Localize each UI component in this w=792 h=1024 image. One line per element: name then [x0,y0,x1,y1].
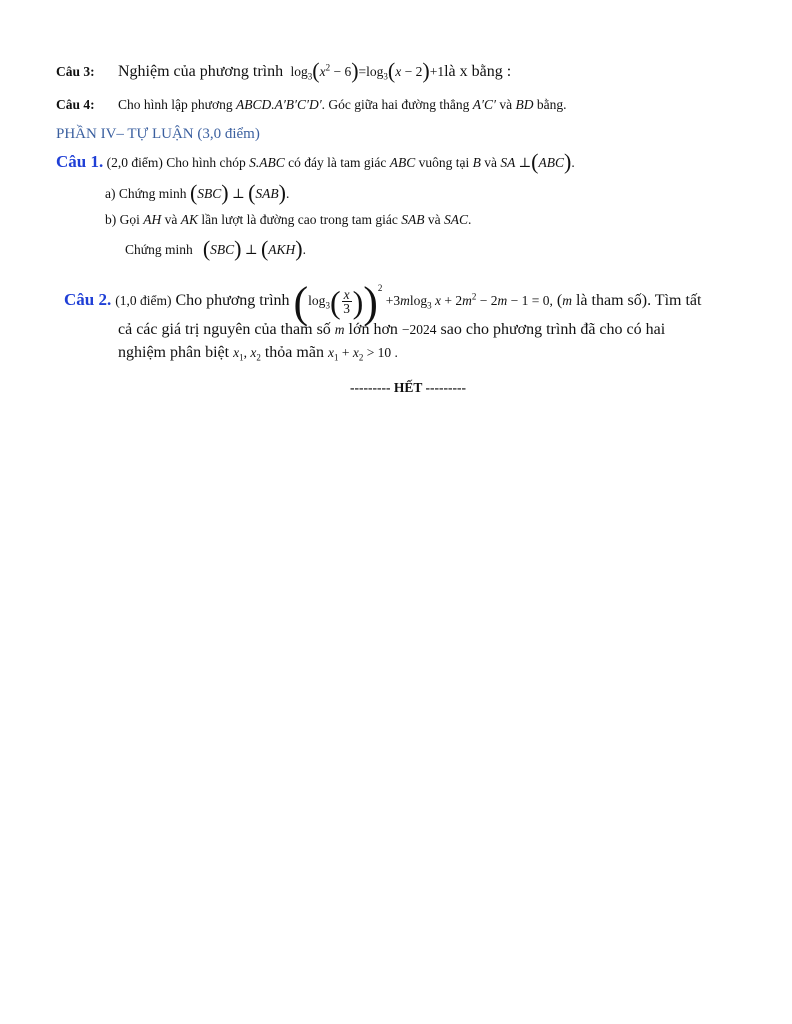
essay-1-part-b-and: và [164,212,178,227]
essay-2-text-before: Cho phương trình [175,292,290,309]
essay-2-equation: ($\log_3$( $\frac{x}{3}$ ))$^2$ +3mlog$_3$ $x + 2m^2 - 2m - 1 = 0$, [293,278,553,327]
essay-1-part-b-sab: SAB [401,212,425,227]
essay-1-part-b-ah: AH [143,212,162,227]
essay-1-part-a [105,180,289,206]
essay-2-line-2-mid: lớn hơn [348,321,398,338]
essay-1-triangle: ABC [389,155,416,170]
question-4-label: Câu 4: [56,97,95,112]
essay-2-param-m: m [562,293,572,308]
question-4-solid: ABCD.A′B′C′D′ [235,97,322,112]
essay-2-line-2 [118,321,665,339]
question-4-text-and: và [499,97,513,112]
essay-1-text-before: Cho hình chóp [166,155,246,170]
essay-1-part-b: b) Gọi AH và AK lần lượt là đường cao trong tam giác SAB và SAC. [105,212,472,227]
essay-1-perpendicular: SA ⊥(ABC). [500,149,575,174]
essay-2-line-2-m: m [334,322,345,337]
essay-1-vertex: B [472,155,481,170]
essay-2-roots: $x_1$, $x_2$ [233,345,261,363]
essay-2-param-open: ( [556,292,563,309]
essay-2-line-3 [118,344,398,363]
essay-2-points: (1,0 điểm) [115,293,172,308]
essay-2-label: Câu 2. [64,290,112,309]
essay-1-part-b-mid: lần lượt là đường cao trong tam giác [201,212,398,227]
essay-1-part-b-prove [125,236,306,262]
essay-1-label: Câu 1. [56,152,104,171]
essay-1-part-b-prove-label: Chứng minh [125,242,193,257]
question-3-label: Câu 3: [56,64,95,79]
question-4 [56,97,566,113]
essay-1-pyramid: S.ABC [249,155,285,170]
question-3 [56,58,511,84]
essay-2-line-2-after: sao cho phương trình đã cho có hai [440,321,666,338]
essay-1-part-a-label: a) Chứng minh [105,186,187,201]
essay-1-part-b-and-2: và [427,212,441,227]
question-4-text-before: Cho hình lập phương [118,97,233,112]
essay-1-points: (2,0 điểm) [106,155,163,170]
essay-1-part-b-statement: (SBC) ⊥ (AKH). [202,236,306,261]
essay-1-part-a-statement: (SBC) ⊥ (SAB). [189,180,290,205]
essay-2-param-note: là tham số). Tìm tất [575,292,702,309]
question-4-text-mid: . Góc giữa hai đường thẳng [321,97,470,112]
essay-1-text-mid: có đáy là tam giác [288,155,387,170]
end-marker: --------- HẾT --------- [350,380,466,395]
question-3-text-after: là x bằng : [444,63,512,80]
essay-2-line-3-before: nghiệm phân biệt [118,344,230,361]
essay-2-condition: $x_1 + x_2 > 10$ . [327,345,398,363]
question-3-text-before: Nghiệm của phương trình [118,63,284,80]
essay-1-part-b-ak: AK [180,212,199,227]
essay-1-text-right: vuông tại [418,155,470,170]
question-4-line-2: BD [515,97,534,112]
essay-1 [56,149,575,175]
essay-2-line-3-mid: thỏa mãn [264,344,324,361]
essay-1-part-b-sac: SAC [444,212,469,227]
essay-1-text-and: và [484,155,497,170]
part-4-heading: PHẦN IV– TỰ LUẬN (3,0 điểm) [56,126,260,142]
essay-2 [64,278,702,327]
essay-2-line-2-value: −2024 [401,322,437,337]
question-4-line-1: A′C′ [472,97,496,112]
question-3-equation: $\log_3(x^2 - 6)=\log_3(x - 2)+1$ [290,58,445,83]
essay-1-part-b-label: b) Gọi [105,212,140,227]
question-4-text-after: bằng. [536,97,567,112]
essay-2-line-2-before: cả các giá trị nguyên của tham số [118,321,331,338]
